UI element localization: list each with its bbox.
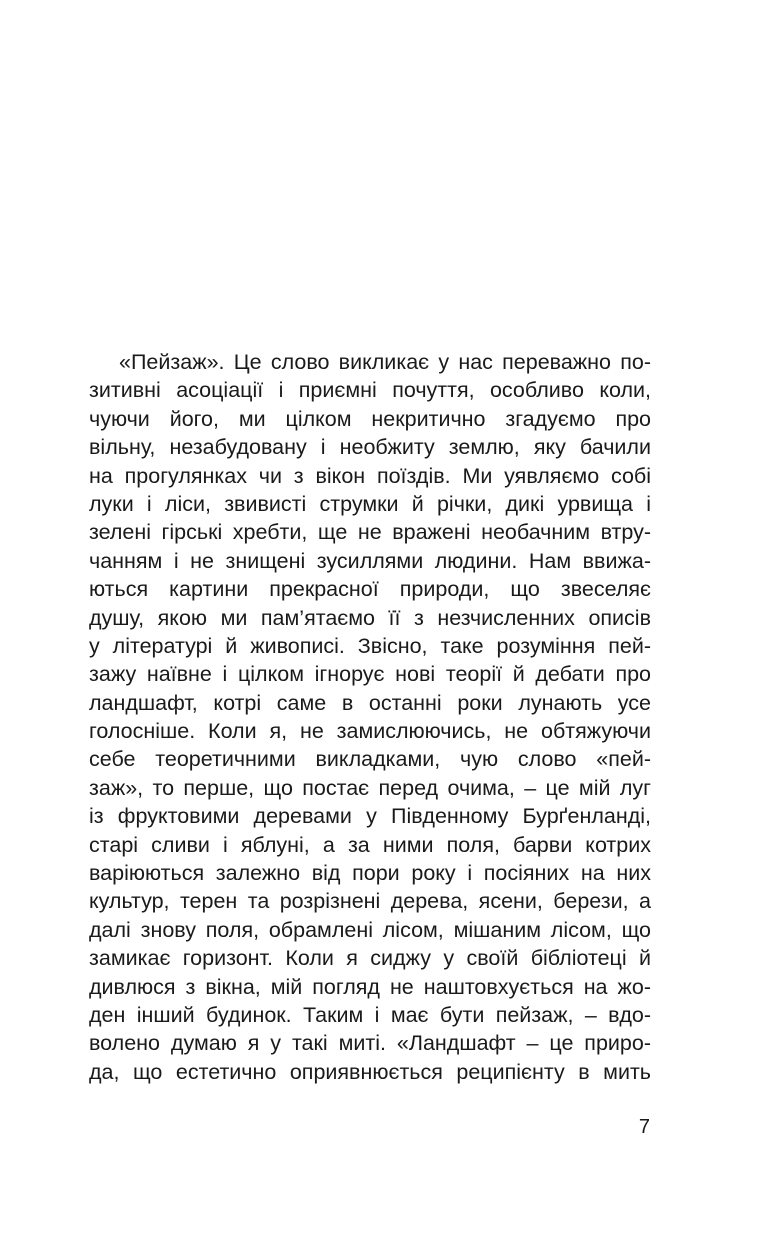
text-line: заж», то перше, що постає перед очима, – це мій луг (89, 775, 651, 800)
text-line: далі знову поля, обрамлені лісом, мішаним лісом, що (89, 917, 651, 942)
text-line: культур, терен та розрізнені дерева, ясени, берези, а (89, 889, 651, 914)
text-line: ландшафт, котрі саме в останні роки лунають усе (89, 690, 651, 715)
text-line: із фруктовими деревами у Південному Бурґенланді, (89, 804, 651, 829)
text-line: чанням і не знищені зусиллями людини. Нам ввижа- (89, 548, 651, 573)
text-line: ден інший будинок. Таким і має бути пейзаж, – вдо- (89, 1002, 651, 1027)
body-paragraph (89, 348, 651, 1086)
text-line: старі сливи і яблуні, а за ними поля, барви котрих (89, 832, 651, 857)
text-line: зажу наївне і цілком ігнорує нові теорії й дебати про (89, 662, 651, 687)
text-line: у літературі й живописі. Звісно, таке розуміння пей- (89, 633, 651, 658)
text-line: себе теоретичними викладками, чую слово «пей- (89, 747, 651, 772)
text-line: чуючи його, ми цілком некритично згадуємо про (89, 406, 651, 431)
text-line: на прогулянках чи з вікон поїздів. Ми уявляємо собі (89, 463, 651, 488)
text-line: душу, якою ми пам’ятаємо її з незчисленних описів (89, 605, 651, 630)
text-line: зелені гірські хребти, ще не вражені необачним втру- (89, 520, 651, 545)
text-line: «Пейзаж». Це слово викликає у нас переважно по- (119, 350, 651, 374)
text-line: зитивні асоціації і приємні почуття, особливо коли, (89, 378, 651, 403)
page-number: 7 (638, 1116, 650, 1138)
text-line: волено думаю я у такі миті. «Ландшафт – це приро- (89, 1031, 651, 1056)
text-line: варіюються залежно від пори року і посіяних на них (89, 861, 651, 886)
text-line: вільну, незабудовану і необжиту землю, яку бачили (89, 435, 651, 460)
text-line: замикає горизонт. Коли я сиджу у своїй бібліотеці й (89, 946, 651, 971)
text-line: голосніше. Коли я, не замислюючись, не обтяжуючи (89, 719, 651, 744)
text-line: луки і ліси, звивисті струмки й річки, дикі урвища і (89, 491, 651, 516)
text-line: дивлюся з вікна, мій погляд не наштовхується на жо- (89, 974, 651, 999)
text-line: ються картини прекрасної природи, що звеселяє (89, 577, 651, 602)
text-line: да, що естетично оприявнюється реципієнту в мить (89, 1059, 651, 1084)
